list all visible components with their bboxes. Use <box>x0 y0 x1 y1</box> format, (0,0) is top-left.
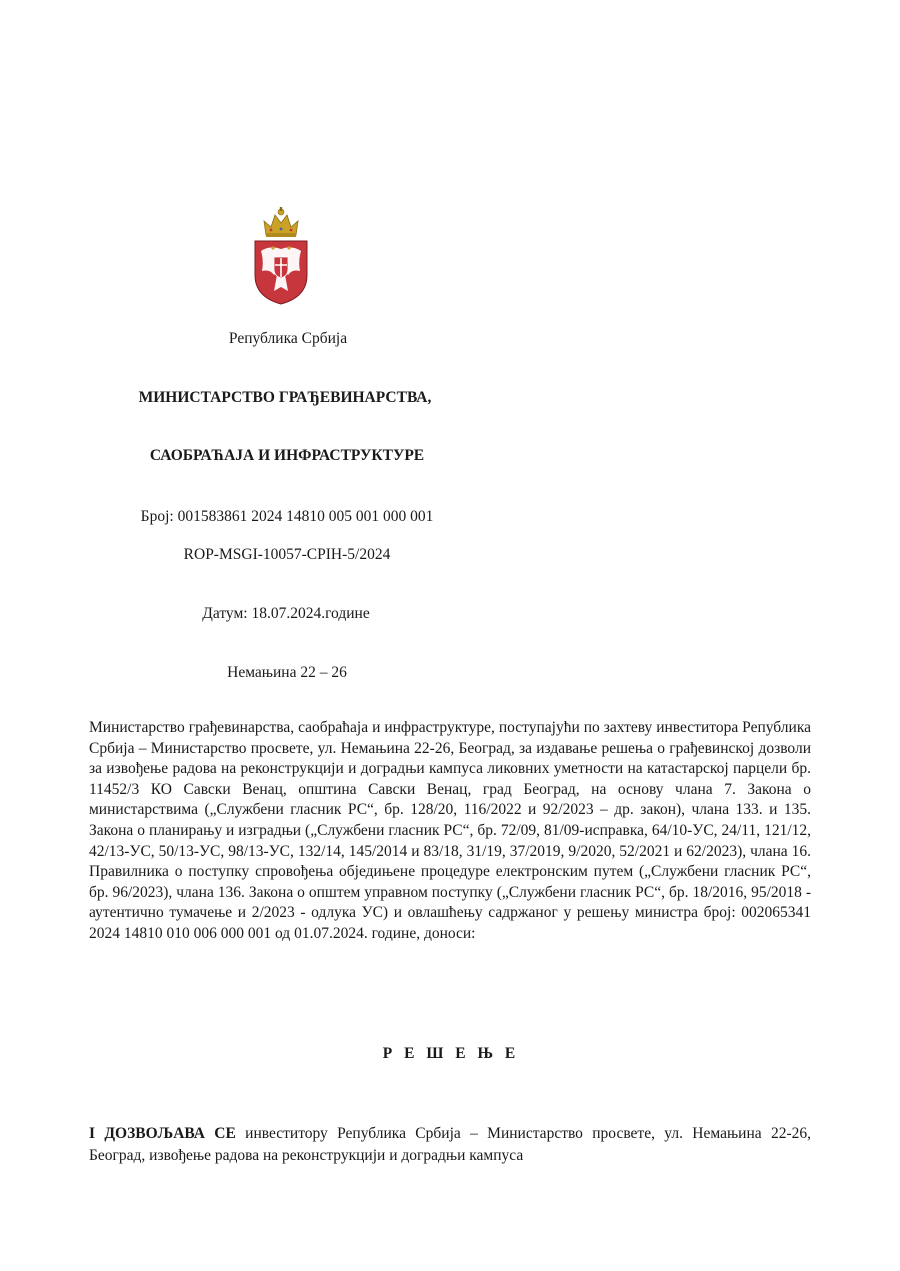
intro-paragraph: Министарство грађевинарства, саобраћаја и инфраструктуре, поступајући по захтеву инвеститора Република Србија – Министарство просвете, ул. Немањина 22-26, Београд, за издавање решења о грађевинској дозволи за извођење радова на реконструкцији и доградњи кампуса ликовних уметности на катастарској парцели бр. 11452/3 КО Савски Венац, општина Савски Венац, град Београд, на основу члана 7. Закона о министарствима („Службени гласник РС“, бр. 128/20, 116/2022 и 92/2023 – др. закон), члана 133. и 135. Закона о планирању и изградњи („Службени гласник РС“, бр. 72/09, 81/09-исправка, 64/10-УС, 24/11, 121/12, 42/13-УС, 50/13-УС, 98/13-УС, 132/14, 145/2014 и 83/18, 31/19, 37/2019, 9/2020, 52/2021 и 62/2023), члана 16. Правилника о поступку спровођења обједињене процедуре електронским путем („Службени гласник РС“, бр. 96/2023), члана 136. Закона о општем управном поступку („Службени гласник РС“, бр. 18/2016, 95/2018 - аутентично тумачење и 2/2023 - одлука УС) и овлашћењу садржаног у решењу министра број: 002065341 2024 14810 010 006 000 001 од 01.07.2024. године, доноси: <box>89 719 811 942</box>
decision-text: инвеститору Република Србија – Министарство просвете, ул. Немањина 22-26, Београд, извођење радова на реконструкцији и доградњи кампуса <box>89 1125 812 1164</box>
country-name: Република Србија <box>228 330 348 347</box>
rop-number: ROP-MSGI-10057-CPIH-5/2024 <box>183 546 391 563</box>
decision-paragraph <box>89 1123 811 1167</box>
ministry-name-line1: МИНИСТАРСТВО ГРАЂЕВИНАРСТВА, <box>138 389 432 406</box>
ministry-name-line2: САОБРАЋАЈА И ИНФРАСТРУКТУРЕ <box>149 447 425 464</box>
serbia-coat-of-arms-icon <box>252 205 310 305</box>
ministry-address: Немањина 22 – 26 <box>227 664 347 681</box>
decision-title: Р Е Ш Е Њ Е <box>382 1045 520 1062</box>
decision-lead: I ДОЗВОЉАВА СЕ <box>89 1125 236 1142</box>
document-number: Број: 001583861 2024 14810 005 001 000 001 <box>140 508 434 525</box>
document-date: Датум: 18.07.2024.године <box>202 605 370 622</box>
